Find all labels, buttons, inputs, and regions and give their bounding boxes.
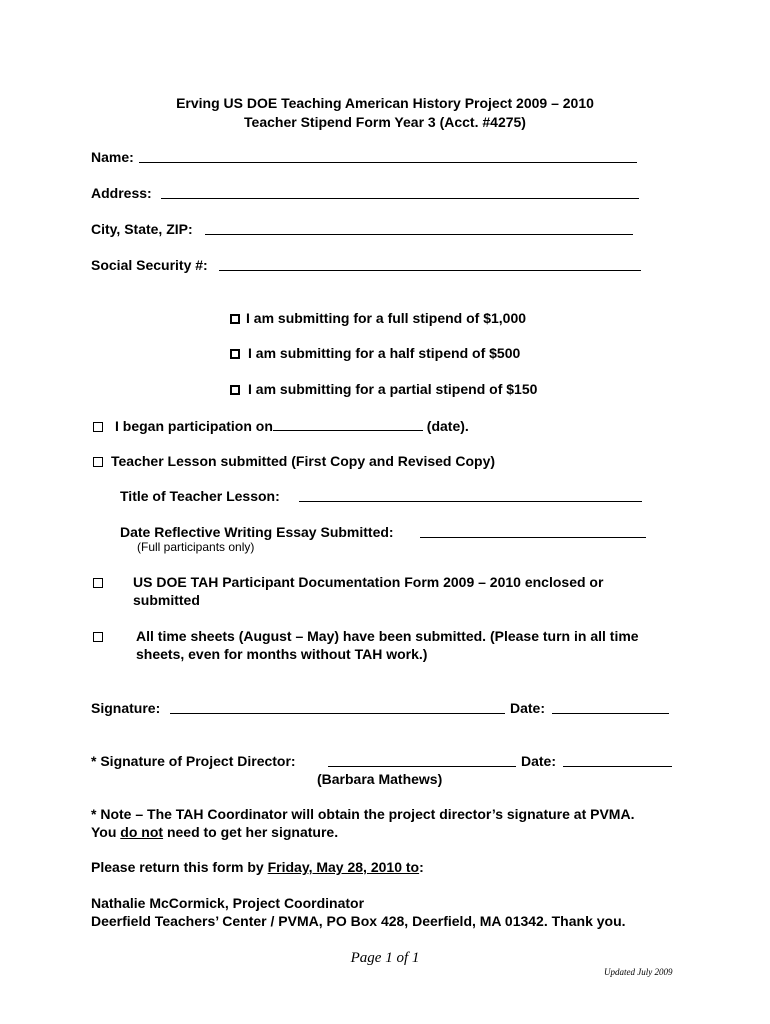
director-date-field[interactable]	[563, 766, 672, 767]
address-field[interactable]	[161, 198, 639, 199]
director-signature-label: * Signature of Project Director:	[91, 753, 296, 769]
signature-date-field[interactable]	[552, 713, 669, 714]
participation-date-field[interactable]	[273, 416, 423, 431]
city-field[interactable]	[205, 234, 633, 235]
contact-line2: Deerfield Teachers’ Center / PVMA, PO Box 428, Deerfield, MA 01342. Thank you.	[91, 913, 626, 929]
participation-label: I began participation on	[115, 418, 273, 434]
full-stipend-label: I am submitting for a full stipend of $1,000	[246, 310, 527, 326]
timesheets-checkbox[interactable]	[93, 632, 103, 642]
contact-line1: Nathalie McCormick, Project Coordinator	[91, 895, 365, 911]
essay-label: Date Reflective Writing Essay Submitted:	[120, 524, 394, 540]
signature-field[interactable]	[170, 713, 505, 714]
partial-stipend-checkbox[interactable]	[230, 385, 240, 395]
name-field[interactable]	[139, 162, 637, 163]
lesson-row	[93, 452, 495, 470]
updated-note: Updated July 2009	[604, 967, 673, 977]
address-label: Address:	[91, 185, 152, 201]
note-do-not: do not	[120, 824, 164, 840]
signature-label: Signature:	[91, 700, 161, 716]
half-stipend-checkbox[interactable]	[230, 349, 240, 359]
doc-form-checkbox-wrap	[93, 574, 111, 592]
ssn-label: Social Security #:	[91, 257, 208, 273]
participation-row	[93, 416, 469, 435]
page-number: Page 1 of 1	[350, 950, 420, 966]
note-text-b: need to get her signature.	[163, 824, 339, 840]
form-subtitle: Teacher Stipend Form Year 3 (Acct. #4275)	[244, 114, 526, 130]
timesheets-line2: sheets, even for months without TAH work.)	[136, 646, 428, 662]
name-label: Name:	[91, 149, 134, 165]
doc-form-line1: US DOE TAH Participant Documentation Form 2009 – 2010 enclosed or	[133, 574, 604, 590]
timesheets-checkbox-wrap	[93, 628, 111, 646]
signature-date-label: Date:	[510, 700, 546, 716]
director-name: (Barbara Mathews)	[317, 771, 443, 787]
return-prefix: Please return this form by	[91, 859, 268, 875]
full-stipend-checkbox[interactable]	[230, 314, 240, 324]
partial-stipend-label: I am submitting for a partial stipend of $150	[248, 381, 538, 397]
lesson-title-field[interactable]	[299, 501, 642, 502]
half-stipend-label: I am submitting for a half stipend of $500	[248, 345, 521, 361]
note-line1: * Note – The TAH Coordinator will obtain the project director’s signature at PVMA.	[91, 806, 635, 822]
participation-date-suffix: (date).	[426, 418, 469, 434]
city-label: City, State, ZIP:	[91, 221, 193, 237]
note-line2	[91, 823, 338, 841]
director-date-label: Date:	[521, 753, 557, 769]
lesson-label: Teacher Lesson submitted (First Copy and Revised Copy)	[111, 453, 496, 469]
return-date: Friday, May 28, 2010 to	[267, 859, 420, 875]
lesson-checkbox[interactable]	[93, 457, 103, 467]
ssn-field[interactable]	[219, 270, 641, 271]
doc-form-checkbox[interactable]	[93, 578, 103, 588]
lesson-title-label: Title of Teacher Lesson:	[120, 488, 280, 504]
stipend-option-full	[230, 309, 526, 327]
return-suffix: :	[419, 859, 424, 875]
doc-form-line2: submitted	[133, 592, 200, 608]
essay-note: (Full participants only)	[137, 540, 255, 554]
note-text-a: You	[91, 824, 121, 840]
return-instruction	[91, 858, 424, 876]
stipend-option-partial	[230, 380, 537, 398]
timesheets-line1: All time sheets (August – May) have been submitted. (Please turn in all time	[136, 628, 639, 644]
participation-checkbox[interactable]	[93, 422, 103, 432]
stipend-option-half	[230, 344, 520, 362]
director-signature-field[interactable]	[328, 766, 516, 767]
essay-date-field[interactable]	[420, 537, 646, 538]
form-title: Erving US DOE Teaching American History Project 2009 – 2010	[176, 95, 594, 111]
